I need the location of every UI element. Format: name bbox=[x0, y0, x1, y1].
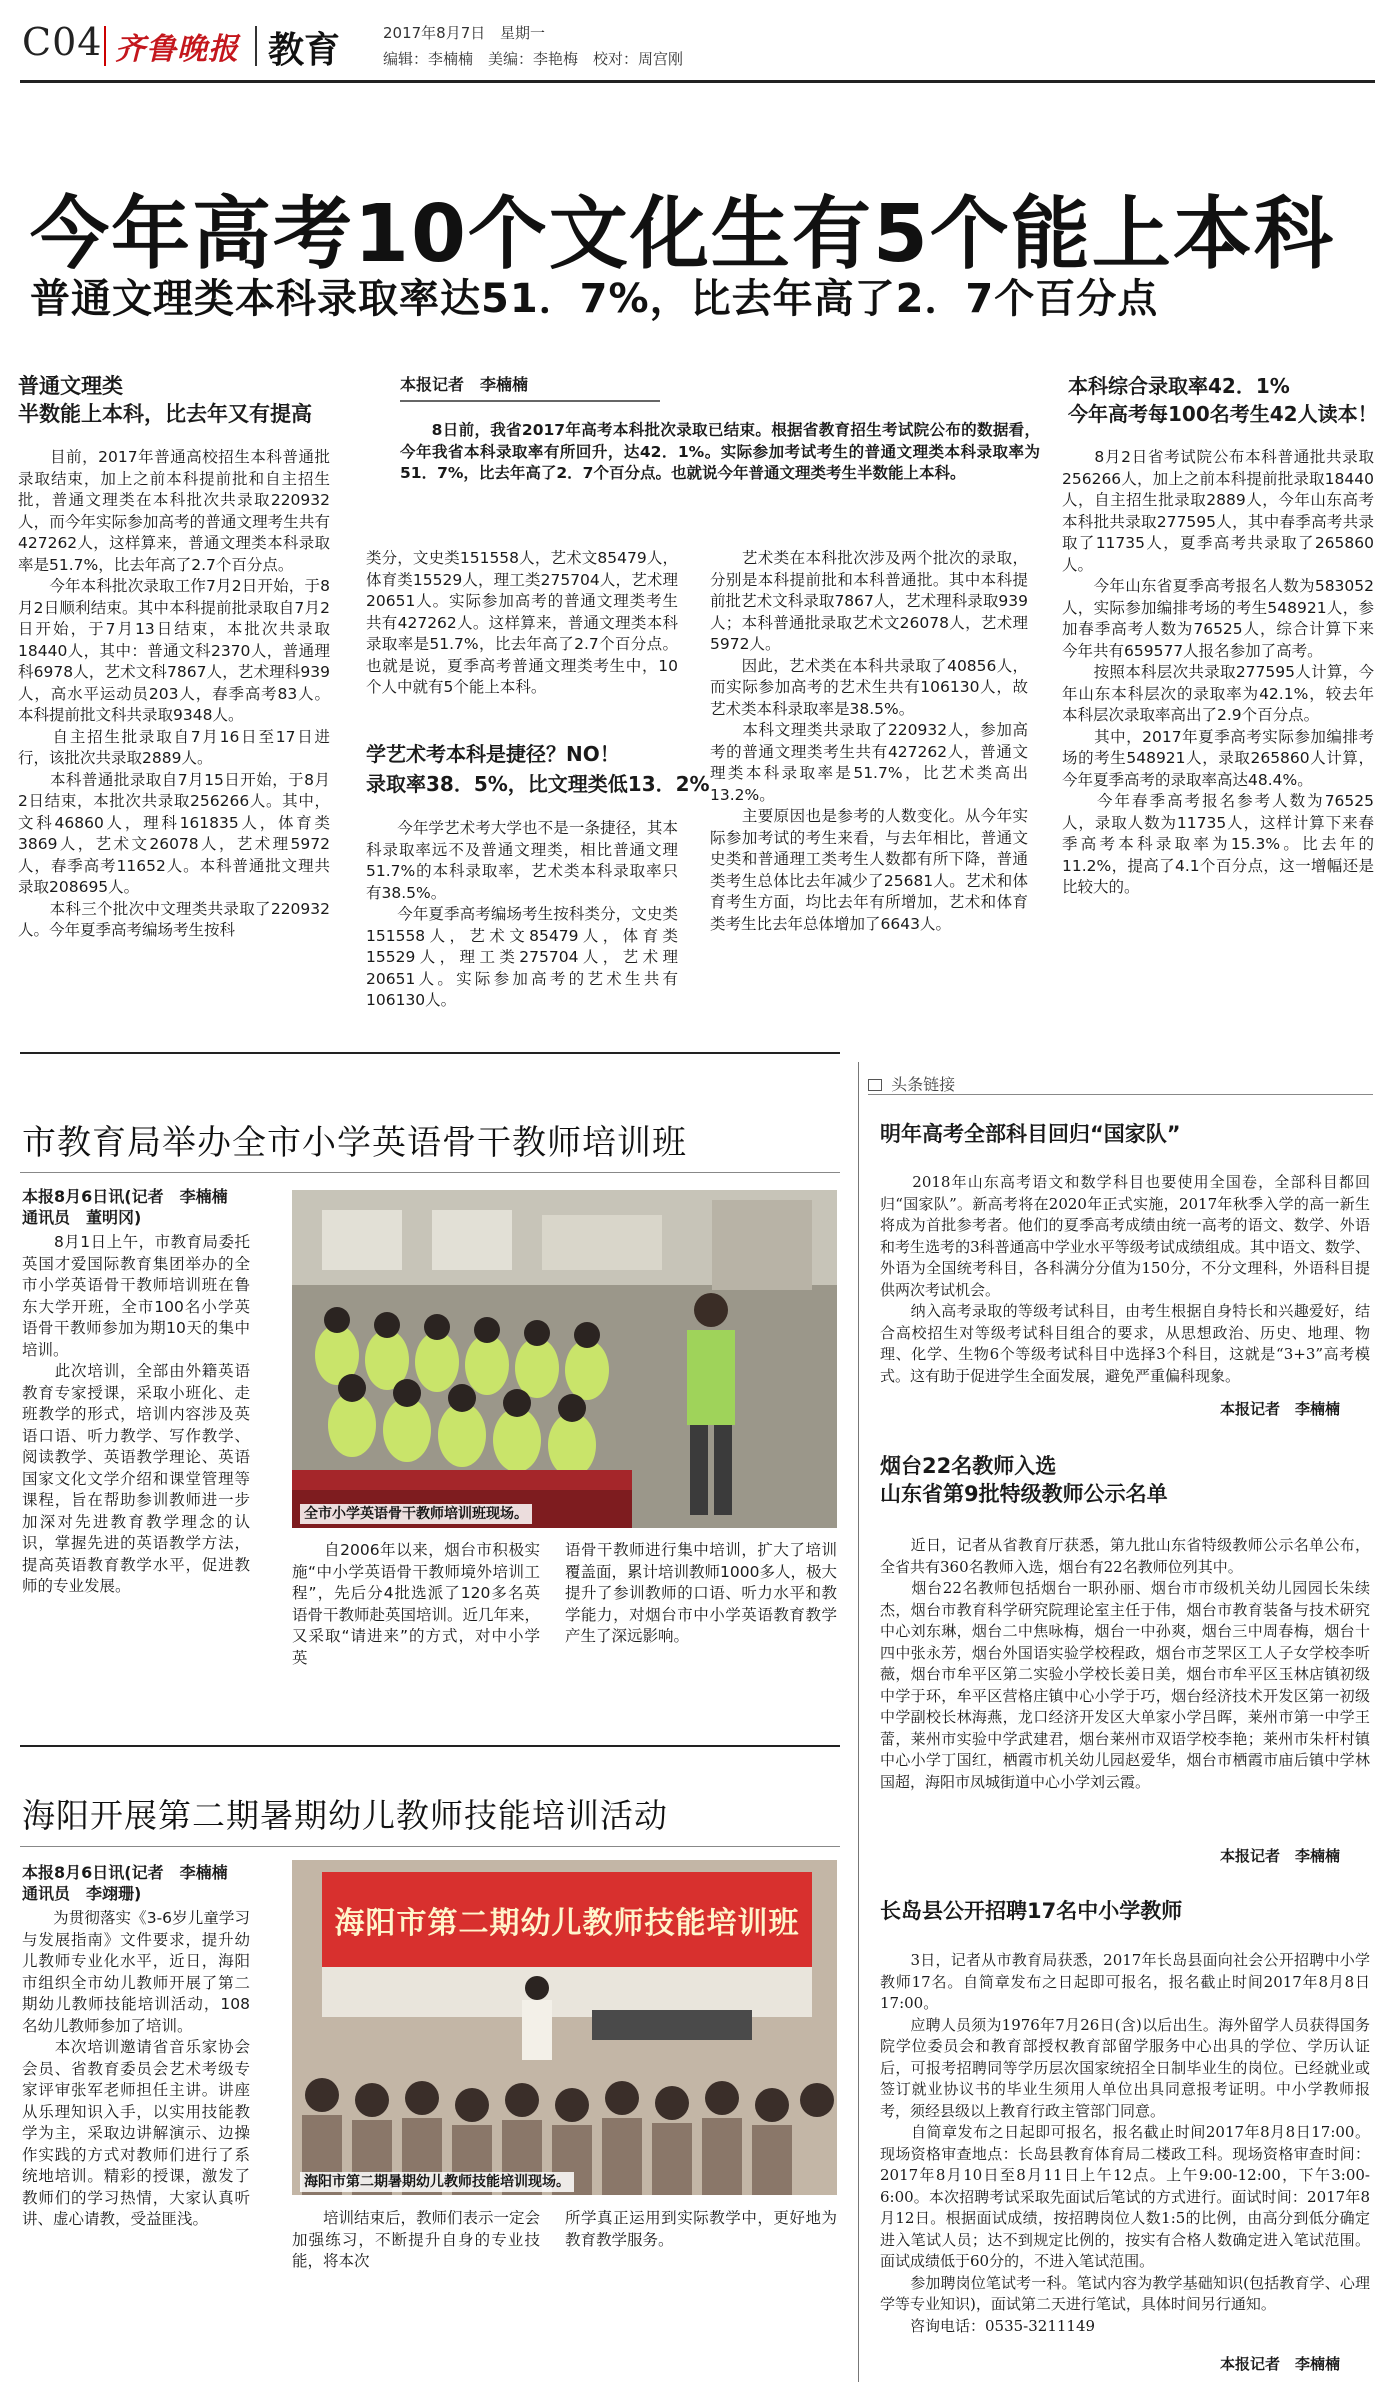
kindergarten-column-c: 所学真正运用到实际教学中，更好地为教育教学服务。 bbox=[565, 2209, 837, 2249]
header-weekday: 星期一 bbox=[500, 24, 546, 42]
kindergarten-byline: 本报8月6日讯(记者 李楠楠 通讯员 李翊珊) bbox=[22, 1863, 244, 1903]
section-rule bbox=[20, 1052, 840, 1054]
main-headline: 今年高考10个文化生有5个能上本科 bbox=[30, 188, 1335, 280]
sidebar-article-1-title: 明年高考全部科目回归“国家队” bbox=[880, 1122, 1181, 1146]
kindergarten-headline-rule bbox=[20, 1846, 840, 1847]
sidebar-article-1-sign: 本报记者 李楠楠 bbox=[1220, 1400, 1341, 1418]
sidebar-article-2-title-2: 山东省第9批特级教师公示名单 bbox=[880, 1482, 1168, 1506]
right-subhead-2: 今年高考每100名考生42人读本！ bbox=[1068, 402, 1378, 426]
sidebar-link-label: 头条链接 bbox=[891, 1075, 956, 1094]
left-subhead-1: 普通文理类 bbox=[18, 374, 123, 398]
english-byline: 本报8月6日讯(记者 李楠楠 通讯员 董明冈) bbox=[22, 1187, 244, 1227]
sidebar-article-1-body: 2018年山东高考语文和数学科目也要使用全国卷，全部科目都回归“国家队”。新高考将在2020年正式实施，2017年秋季入学的高一新生将成为首批参考者。他们的夏季高考成绩由统一高考的语文、数学、外语和考生选考的3科普通高中学业水平等级考试成绩组成。其中语文、数学、外语为全国统考科目，各科满分分值为150分，不分文理科，外语科目提供两次考试机会。 纳入高考录取的等级考试科目，由考生根据自身特长和兴趣爱好，结合高校招生对等级考试科目组合的要求，从思想政治、历史、地理、物理、化学、生物6个等级考试科目中选择3个科目，这就是“3+3”高考模式。这有助于促进学生全面发展，避免严重偏科现象。 bbox=[880, 1173, 1370, 1385]
main-column-1: 目前，2017年普通高校招生本科普通批录取结束，加上之前本科提前批和自主招生批，普通文理类在本科批次共录取220932人，而今年实际参加高考的普通文理考生共有427262人，这样算来，普通文理类本科录取率是51.7%，比去年高了2.7个百分点。 今年本科批次录取工作7月2日开始，于8月2日顺利结束。其中本科提前批录取自7月2日开始，于7月13日结束，本批次共录取18440人，其中：普通文科2370人，普通理科6978人，艺术文科7867人，艺术理科939人，高水平运动员203人，春季高考83人。本科提前批文科共录取9348人。 自主招生批录取自7月16日至17日进行，该批次共录取2889人。 本科普通批录取自7月15日开始，于8月2日结束，本批次共录取256266人。其中，文科46860人，理科161835人，体育类3869人，艺术文26078人，艺术理5972人，春季高考11652人。本科普通批文理共录取208695人。 本科三个批次中文理类共录取了220932人。今年夏季高考编场考生按科 bbox=[18, 448, 330, 939]
mid-rule bbox=[20, 1745, 840, 1747]
english-column-a: 8月1日上午，市教育局委托英国才爱国际教育集团举办的全市小学英语骨干教师培训班在鲁东大学开班，全市100名小学英语骨干教师参加为期10天的集中培训。 此次培训，全部由外籍英语教育专家授课，采取小班化、走班教学的形式，培训内容涉及英语口语、听力教学、写作教学、阅读教学、英语教学理论、英语国家文化文学介绍和课堂管理等课程，旨在帮助参训教师进一步加深对先进教育教学理念的认识，掌握先进的英语教学方法，提高英语教育教学水平，促进教师的专业发展。 bbox=[22, 1233, 250, 1595]
sidebar-article-2-sign: 本报记者 李楠楠 bbox=[1220, 1847, 1341, 1865]
classroom-photo-graphic bbox=[292, 1190, 837, 1528]
section-name: 教育 bbox=[268, 30, 341, 71]
sidebar-article-3-body: 3日，记者从市教育局获悉，2017年长岛县面向社会公开招聘中小学教师17名。自简章发布之日起即可报名，报名截止时间2017年8月8日17:00。 应聘人员须为1976年7月26日(含)以后出生。海外留学人员获得国务院学位委员会和教育部授权教育部留学服务中心出具的学位、学历认证后，可报考招聘同等学历层次国家统招全日制毕业生的岗位。已经就业或签订就业协议书的毕业生须用人单位出具同意报考证明。中小学教师报考，须经县级以上教育行政主管部门同意。 自简章发布之日起即可报名，报名截止时间2017年8月8日17:00。现场资格审查地点：长岛县教育体育局二楼政工科。现场资格审查时间：2017年8月10日至8月11日上午12点。上午9:00-12:00，下午3:00-6:00。本次招聘考试采取先面试后笔试的方式进行。面试时间：2017年8月12日。根据面试成绩，按招聘岗位人数1:5的比例，由高分到低分确定进入笔试人员；达不到规定比例的，按实有合格人数确定进入笔试范围。面试成绩低于60分的，不进入笔试范围。 参加聘岗位笔试考一科。笔试内容为教学基础知识(包括教育学、心理学等专业知识)，面试第二天进行笔试，具体时间另行通知。 咨询电话：0535-3211149 bbox=[880, 1951, 1370, 2335]
english-photo-caption: 全市小学英语骨干教师培训班现场。 bbox=[300, 1504, 532, 1524]
main-lead: 8日前，我省2017年高考本科批次录取已结束。根据省教育招生考试院公布的数据看，今年我省本科录取率有所回升，达42．1%。实际参加考试考生的普通文理类本科录取率为51．7%，比去年高了2．7个百分点。也就说今年普通文理类考生半数能上本科。 bbox=[400, 421, 1040, 482]
header-date: 2017年8月7日 bbox=[383, 24, 486, 42]
mid-subhead-1: 学艺术考本科是捷径？NO！ bbox=[366, 742, 620, 766]
sidebar-article-2-body: 近日，记者从省教育厅获悉，第九批山东省特级教师公示名单公布，全省共有360名教师入选，烟台有22名教师位列其中。 烟台22名教师包括烟台一职孙丽、烟台市市级机关幼儿园园长朱续杰，烟台市教育科学研究院理论室主任于伟，烟台市教育装备与技术研究中心刘东琳，烟台二中焦咏梅，烟台一中孙爽，烟台三中周春梅，烟台十四中张永芳，烟台外国语实验学校程政，烟台市芝罘区工人子女学校李听薇，烟台市牟平区第二实验小学校长姜日美，烟台市牟平区玉林店镇初级中学于环，牟平区营格庄镇中心小学于巧，烟台经济技术开发区第一初级中学副校长林海燕，龙口经济开发区大单家小学吕晖，莱州市第一中学王蕾，莱州市实验中学武建君，烟台莱州市双语学校李艳；莱州市朱杆村镇中心小学丁国红，栖霞市机关幼儿园赵爱华，烟台市栖霞市庙后镇中学林国超，海阳市凤城街道中心小学刘云霞。 bbox=[880, 1536, 1370, 1791]
kindergarten-column-b: 培训结束后，教师们表示一定会加强练习，不断提升自身的专业技能，将本次 bbox=[292, 2209, 540, 2270]
english-column-b: 自2006年以来，烟台市积极实施“中小学英语骨干教师境外培训工程”，先后分4批选派了120多名英语骨干教师赴英国培训。近几年来，又采取“请进来”的方式，对中小学英 bbox=[292, 1541, 540, 1667]
header-rule bbox=[20, 80, 1375, 83]
english-headline-rule bbox=[20, 1172, 840, 1173]
main-column-3: 艺术类在本科批次涉及两个批次的录取，分别是本科提前批和本科普通批。其中本科提前批艺术文科录取7867人，艺术理科录取939人；本科普通批录取艺术文26078人，艺术理5972人。 因此，艺术类在本科共录取了40856人，而实际参加高考的艺术生共有106130人，故艺术类本科录取率是38.5%。 本科文理类共录取了220932人，参加高考的普通文理类考生共有427262人，普通文理类本科录取率是51.7%，比艺术类高出13.2%。 主要原因也是参考的人数变化。从今年实际参加考试的考生来看，与去年相比，普通文史类和普通理工类考生人数都有所下降，普通类考生总体比去年减少了25681人。艺术和体育考生方面，均比去年有所增加，艺术和体育类考生比去年总体增加了6643人。 bbox=[710, 549, 1028, 933]
left-subhead-2: 半数能上本科，比去年又有提高 bbox=[18, 402, 312, 426]
sidebar-article-3-sign: 本报记者 李楠楠 bbox=[1220, 2355, 1341, 2373]
main-subheadline: 普通文理类本科录取率达51．7%，比去年高了2．7个百分点 bbox=[30, 276, 1159, 322]
kindergarten-headline: 海阳开展第二期暑期幼儿教师技能培训活动 bbox=[22, 1796, 668, 1835]
header-divider-2 bbox=[255, 26, 257, 66]
reporter-rule bbox=[400, 400, 660, 402]
main-column-2a: 类分，文史类151558人，艺术文85479人，体育类15529人，理工类275704人，艺术理20651人。实际参加高考的普通文理类考生共有427262人。这样算来，普通文理类本科录取率是51.7%，比去年高了2.7个百分点。也就是说，夏季高考普通文理类考生中，10个人中就有5个能上本科。 bbox=[366, 549, 678, 696]
english-training-photo bbox=[292, 1190, 837, 1528]
english-column-c: 语骨干教师进行集中培训，扩大了培训覆盖面，累计培训教师1000多人，极大提升了参训教师的口语、听力水平和教学能力，对烟台市中小学英语教育教学产生了深远影响。 bbox=[565, 1541, 837, 1645]
header-staff: 编辑：李楠楠 美编：李艳梅 校对：周宫刚 bbox=[383, 50, 684, 68]
paper-logo: 齐鲁晚报 bbox=[115, 32, 239, 67]
kindergarten-banner-text: 海阳市第二期幼儿教师技能培训班 bbox=[334, 1906, 800, 1941]
mid-subhead-2: 录取率38．5%，比文理类低13．2% bbox=[366, 772, 710, 796]
kindergarten-photo-caption: 海阳市第二期暑期幼儿教师技能培训现场。 bbox=[300, 2172, 574, 2192]
page-number: C04 bbox=[22, 20, 103, 64]
header-divider bbox=[104, 26, 106, 66]
sidebar-article-2-title-1: 烟台22名教师入选 bbox=[880, 1454, 1057, 1478]
kindergarten-training-photo bbox=[292, 1860, 837, 2195]
main-column-4: 8月2日省考试院公布本科普通批共录取256266人，加上之前本科提前批录取18440人，自主招生批录取2889人，今年山东高考本科批共录取277595人，其中春季高考共录取了11735人，夏季高考共录取了265860人。 今年山东省夏季高考报名人数为583052人，实际参加编排考场的考生548921人，参加春季高考人数为76525人，综合计算下来今年共有659577人报名参加了高考。 按照本科层次共录取277595人计算，今年山东本科层次的录取率为42.1%，较去年本科层次录取率高出了2.9个百分点。 其中，2017年夏季高考实际参加编排考场的考生548921人，录取265860人计算，今年夏季高考的录取率高达48.4%。 今年春季高考报名参考人数为76525人，录取人数为11735人，这样计算下来春季高考本科录取率为15.3%。比去年的11.2%，提高了4.1个百分点，这一增幅还是比较大的。 bbox=[1062, 448, 1374, 896]
header-meta bbox=[383, 22, 545, 43]
sidebar-vertical-rule bbox=[858, 1062, 859, 2382]
main-reporter: 本报记者 李楠楠 bbox=[400, 375, 529, 394]
link-icon bbox=[868, 1079, 882, 1091]
right-subhead-1: 本科综合录取率42．1% bbox=[1068, 374, 1290, 398]
english-headline: 市教育局举办全市小学英语骨干教师培训班 bbox=[22, 1123, 687, 1163]
sidebar-header bbox=[868, 1072, 1373, 1095]
sidebar-article-3-title: 长岛县公开招聘17名中小学教师 bbox=[880, 1899, 1183, 1923]
kindergarten-column-a: 为贯彻落实《3-6岁儿童学习与发展指南》文件要求，提升幼儿教师专业化水平，近日，海阳市组织全市幼儿教师开展了第二期幼儿教师技能培训活动，108名幼儿教师参加了培训。 本次培训邀请省音乐家协会会员、省教育委员会艺术考级专家评审张军老师担任主讲。讲座从乐理知识入手，以实用技能教学为主，采取边讲解演示、边操作实践的方式对教师们进行了系统地培训。精彩的授课，激发了教师们的学习热情，大家认真听讲、虚心请教，受益匪浅。 bbox=[22, 1909, 250, 2228]
main-column-2b: 今年学艺术考大学也不是一条捷径，其本科录取率远不及普通文理类，相比普通文理51.7%的本科录取率，艺术类本科录取率只有38.5%。 今年夏季高考编场考生按科类分，文史类151558人，艺术文85479人，体育类15529人，理工类275704人，艺术理20651人。实际参加高考的艺术生共有106130人。 bbox=[366, 819, 678, 1009]
